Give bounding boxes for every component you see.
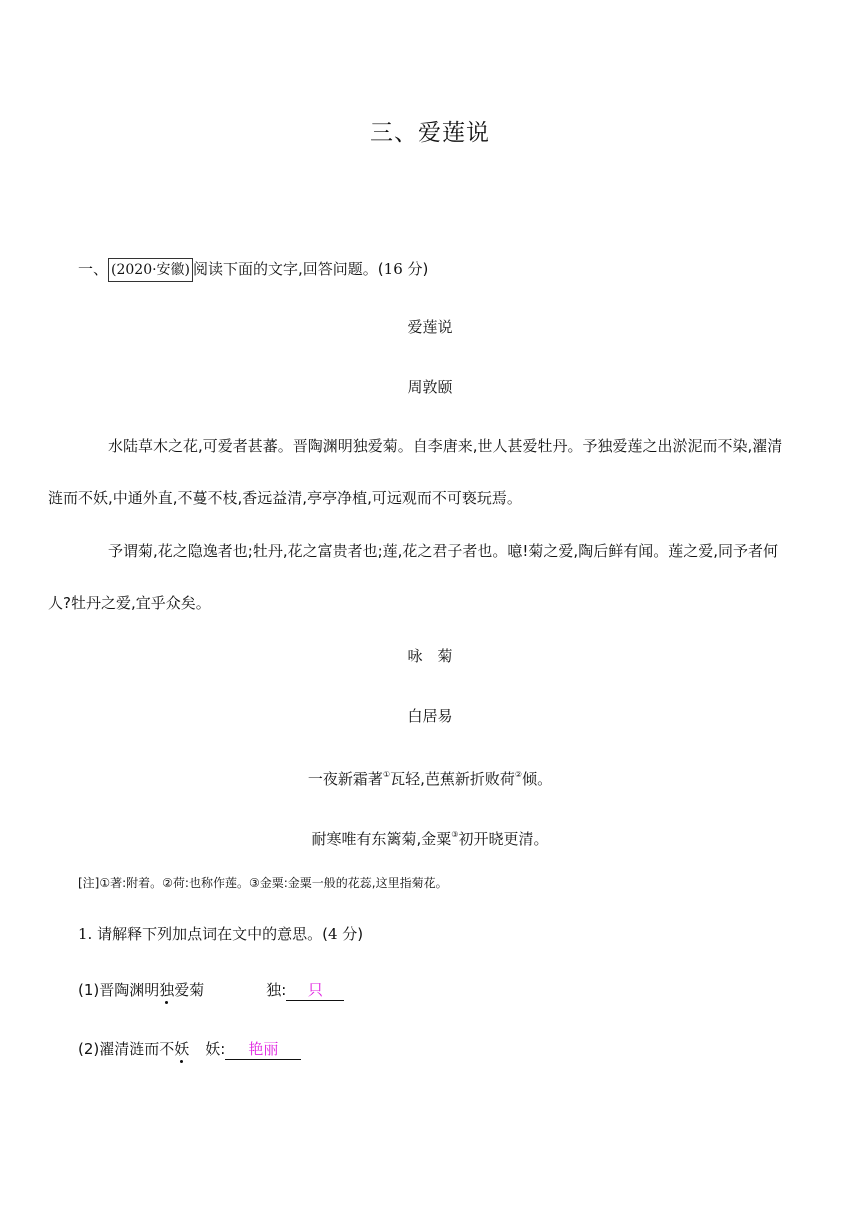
question-1-score-suffix: 分) [337, 925, 364, 943]
question-header [78, 256, 428, 282]
passage2-title: 咏 菊 [407, 647, 453, 665]
sub-question-label: (2)濯清涟而不 [78, 1040, 175, 1058]
passage1-paragraph-2 [48, 525, 784, 629]
answer-blank[interactable]: 艳丽 [225, 1039, 301, 1060]
passage1-paragraph-1 [48, 420, 784, 524]
passage1-title: 爱莲说 [407, 318, 453, 336]
question-number: 一、 [78, 260, 109, 278]
poem-text: 倾。 [522, 770, 553, 788]
paragraph-line: 涟而不妖,中通外直,不蔓不枝,香远益清,亭亭净植,可远观而不可亵玩焉。 [48, 489, 522, 507]
poem-text: 瓦轻,芭蕉新折败荷 [390, 770, 515, 788]
passage2-author: 白居易 [407, 707, 453, 725]
paragraph-line: 水陆草木之花,可爱者甚蕃。晋陶渊明独爱菊。自李唐来,世人甚爱牡丹。予独爱莲之出淤泥而不染,濯清 [108, 437, 783, 455]
sub-question-2 [78, 1037, 301, 1061]
target-word: 独: [266, 981, 287, 999]
sub-question-1 [78, 978, 344, 1002]
footnote-marker: ② [514, 770, 523, 779]
question-score-suffix: 分) [402, 260, 429, 278]
footnote-marker: ③ [451, 830, 459, 839]
annotation-note: [注]①著:附着。②荷:也称作莲。③金粟:金粟一般的花蕊,这里指菊花。 [78, 876, 448, 890]
poem-text: 一夜新霜著 [307, 770, 383, 788]
answer-blank[interactable]: 只 [286, 980, 344, 1001]
paragraph-line: 人?牡丹之爱,宜乎众矣。 [48, 594, 211, 612]
sub-question-label-tail: 爱菊 [174, 981, 205, 999]
question-1-text: 请解释下列加点词在文中的意思。( [92, 925, 328, 943]
dotted-character: 妖 [174, 1040, 190, 1058]
page-title: 三、爱莲说 [370, 120, 490, 146]
question-1 [78, 922, 363, 946]
poem-text: 耐寒唯有东篱菊,金粟 [311, 830, 452, 848]
source-tag: (2020·安徽) [108, 258, 193, 282]
dotted-character: 独 [159, 981, 175, 999]
poem-text: 初开晓更清。 [458, 830, 549, 848]
question-score: 16 [383, 260, 403, 278]
poem-line-1 [0, 764, 860, 790]
passage1-author: 周敦颐 [407, 378, 453, 396]
paragraph-line: 予谓菊,花之隐逸者也;牡丹,花之富贵者也;莲,花之君子者也。噫!菊之爱,陶后鲜有闻。莲之爱,同予者何 [108, 542, 778, 560]
question-1-score: 4 [327, 925, 338, 943]
question-1-number: 1. [78, 925, 93, 943]
question-instruction: 阅读下面的文字,回答问题。( [193, 260, 384, 278]
footnote-marker: ① [382, 770, 391, 779]
target-word: 妖: [205, 1040, 226, 1058]
sub-question-label: (1)晋陶渊明 [78, 981, 160, 999]
poem-line-2 [0, 824, 860, 850]
